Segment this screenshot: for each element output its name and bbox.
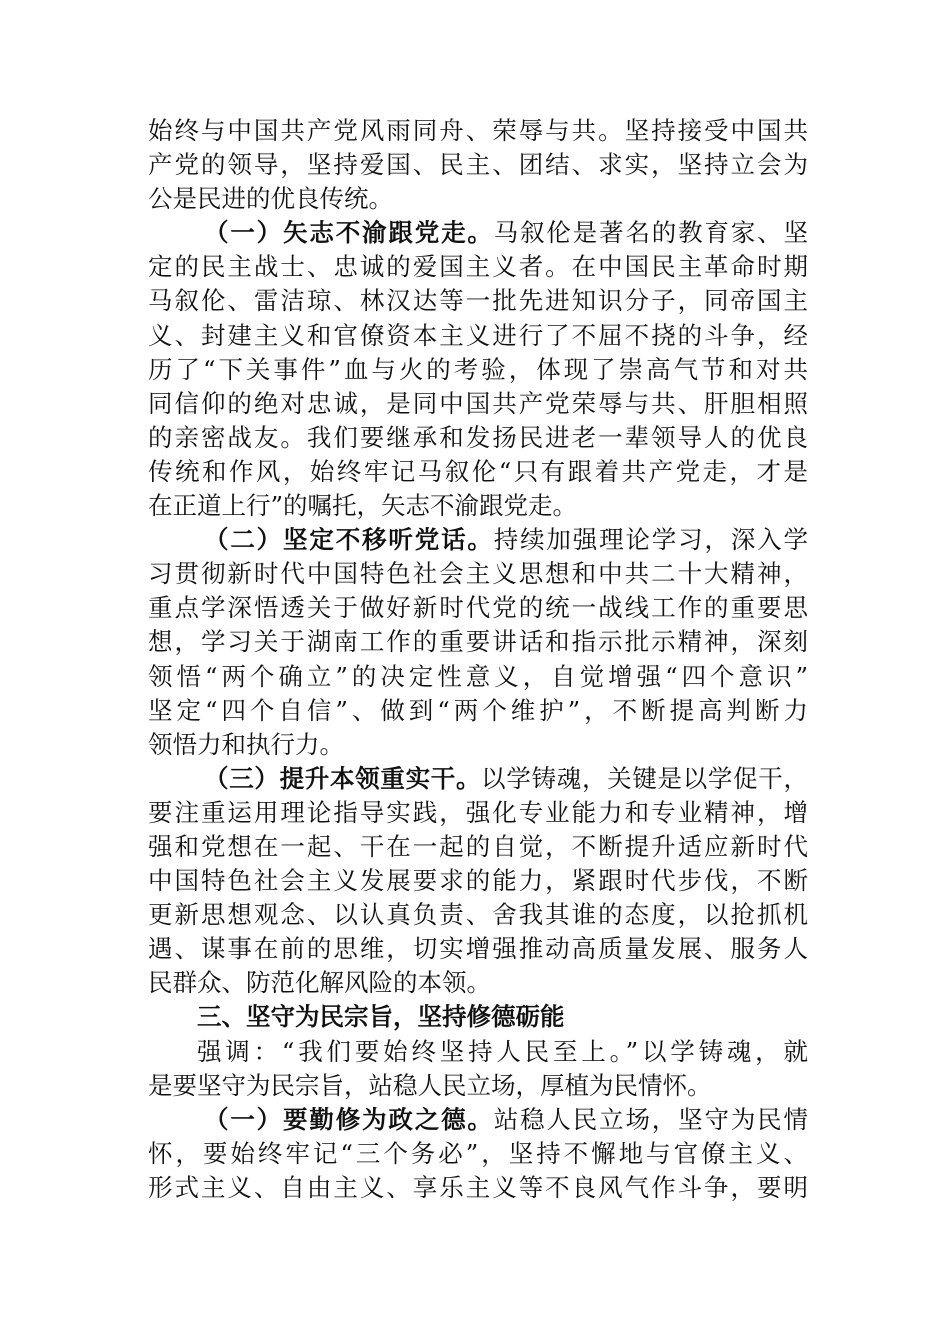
text-line: 重点学深悟透关于做好新时代党的统一战线工作的重要思 <box>148 593 808 623</box>
text-line: 更新思想观念、以认真负责、舍我其谁的态度，以抢抓机 <box>148 900 808 930</box>
text-line: 形式主义、自由主义、享乐主义等不良风气作斗争，要明 <box>148 1172 808 1202</box>
paragraph-first-line: （三）提升本领重实干。以学铸魂，关键是以学促干， <box>204 763 809 793</box>
text-line: 同信仰的绝对忠诚，是同中国共产党荣辱与共、肝胆相照 <box>148 388 808 418</box>
section-heading: 三、坚守为民宗旨，坚持修德砺能 <box>197 1002 565 1032</box>
paragraph-lead: （一）要勤修为政之德。 <box>204 1104 494 1134</box>
text-line: 坚定“四个自信”、做到“两个维护”，不断提高判断力 <box>148 695 808 725</box>
text-line: 遇、谋事在前的思维，切实增强推动高质量发展、服务人 <box>148 934 808 964</box>
text-line: 强调：“我们要始终坚持人民至上。”以学铸魂，就 <box>197 1036 808 1066</box>
paragraph-lead: （三）提升本领重实干。 <box>204 763 482 793</box>
text-line: 民群众、防范化解风险的本领。 <box>148 968 491 998</box>
text-line: 习贯彻新时代中国特色社会主义思想和中共二十大精神， <box>148 559 808 589</box>
text-line: 是要坚守为民宗旨，站稳人民立场，厚植为民情怀。 <box>148 1070 712 1100</box>
text-line: 在正道上行”的嘱托，矢志不渝跟党走。 <box>148 491 578 521</box>
text-line: 历了“下关事件”血与火的考验，体现了崇高气节和对共 <box>148 354 808 384</box>
text-line: 定的民主战士、忠诚的爱国主义者。在中国民主革命时期 <box>148 252 808 282</box>
text-line: 公是民进的优良传统。 <box>148 184 393 214</box>
text-line: 马叙伦、雷洁琼、林汉达等一批先进知识分子，同帝国主 <box>148 286 808 316</box>
text-line: 强和党想在一起、干在一起的自觉，不断提升适应新时代 <box>148 831 808 861</box>
text-line: 想，学习关于湖南工作的重要讲话和指示批示精神，深刻 <box>148 627 808 657</box>
text-line: 的亲密战友。我们要继承和发扬民进老一辈领导人的优良 <box>148 422 808 452</box>
text-line: 义、封建主义和官僚资本主义进行了不屈不挠的斗争，经 <box>148 320 808 350</box>
text-line: 传统和作风，始终牢记马叙伦“只有跟着共产党走，才是 <box>148 456 808 486</box>
document-page <box>148 114 808 1205</box>
text-line: 领悟力和执行力。 <box>148 729 344 759</box>
text-line: 要注重运用理论指导实践，强化专业能力和专业精神，增 <box>148 797 808 827</box>
text-line: 产党的领导，坚持爱国、民主、团结、求实，坚持立会为 <box>148 150 808 180</box>
paragraph-lead: （二）坚定不移听党话。 <box>204 525 494 555</box>
text-line: 始终与中国共产党风雨同舟、荣辱与共。坚持接受中国共 <box>148 116 808 145</box>
paragraph-lead: （一）矢志不渝跟党走。 <box>204 218 494 248</box>
paragraph-first-line: （二）坚定不移听党话。持续加强理论学习，深入学 <box>204 525 808 555</box>
text-line: 怀，要始终牢记“三个务必”，坚持不懈地与官僚主义、 <box>148 1138 808 1168</box>
paragraph-first-line: （一）矢志不渝跟党走。马叙伦是著名的教育家、坚 <box>204 218 808 248</box>
paragraph-first-line: （一）要勤修为政之德。站稳人民立场，坚守为民情 <box>204 1104 808 1134</box>
text-line: 领悟“两个确立”的决定性意义，自觉增强“四个意识” <box>148 661 808 691</box>
text-line: 中国特色社会主义发展要求的能力，紧跟时代步伐，不断 <box>148 866 808 896</box>
